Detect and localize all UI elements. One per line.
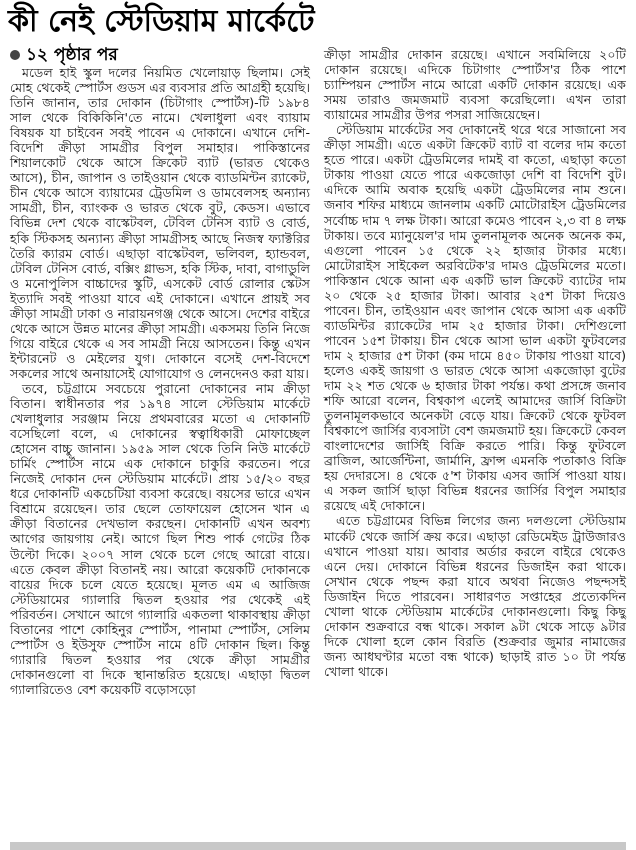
paragraph: তবে, চট্টগ্রামে সবচেয়ে পুরানো দোকানের নাম ক্রীড়া বিতান। স্বাধীনতার পর ১৯৭৪ সালে স্টেডিয়াম মার্কেটে খেলাধুলার সরঞ্জাম নিয়ে প্রথমবারের মতো এ দোকানটি বসেছিলো বলে, এ দোকানের স্বত্বাধিকারী মোফাচ্ছেল হোসেন বাচ্চু জানান। ১৯৫৯ সাল থেকে তিনি নিউ মার্কেটে চার্মিং স্পোর্টস নামে এক দোকানে চাকুরি করতেন। পরে নিজেই দোকান দেন স্টেডিয়াম মার্কেটে। প্রায় ১৫/২০ বছর ধরে দোকানটি একচেটিয়া ব্যবসা করেছে। বয়সের ভারে এখন বিশ্রামে রয়েছেন। তার ছেলে তোফায়েল হোসেন খান এ ক্রীড়া বিতানের দেখভাল করছেন। দোকানটি এখন অবশ্য আগের জায়গায় নেই। আগে ছিল শিশু পার্ক গেটের ঠিক উল্টো দিকে। ২০০৭ সাল থেকে চলে গেছে আরো বায়ে। এতে কেবল ক্রীড়া বিতানই নয়। আরো কয়েকটি দোকানকে বায়ের দিকে চলে যেতে হয়েছে। মূলত এম এ আজিজ স্টেডিয়ামের গ্যালারি দ্বিতল হওয়ার পর থেকেই এই পরিবর্তন। সেখানে আগে গ্যালারি একতলা থাকাবস্থায় ক্রীড়া বিতানের পাশে কোহিনুর স্পোর্টস, পানামা স্পোর্টস, সেলিম স্পোর্টস ও ইউসুফ স্পোর্টস নামে ৪টি দোকান ছিল। কিন্তু গ্যারারি দ্বিতল হওয়ার পর থেকে ক্রীড়া সামগ্রীর দোকানগুলো বা দিকে স্থানান্তরিত হয়েছে। এছাড়া দ্বিতল গ্যালারিতেও বেশ কয়েকটি বড়োসড়ো [10,380,310,697]
paragraph: ক্রীড়া সামগ্রীর দোকান রয়েছে। এখানে সবমিলিয়ে ২০টি দোকান রয়েছে। এদিকে চিটাগাং স্পোর্টস'র ঠিক পাশে চ্যাম্পিয়ন স্পোর্টস নামে আরো একটি দোকান রয়েছে। এক সময় তারাও জমজমাট ব্যবসা করেছিলো। এখন তারা ব্যায়ামের সামগ্রীর উপর পসরা সাজিয়েছেন। [324,47,626,123]
bottom-divider-bar [10,842,626,850]
continued-from-text: ১২ পৃষ্ঠার পর [26,45,118,65]
paragraph: এতে চট্টগ্রামের বিভিন্ন লিগের জন্য দলগুলো স্টেডিয়াম মার্কেট থেকে জার্সি ক্রয় করে। এছাড়া রেডিমেইড ট্রাউজারও এখানে পাওয়া যায়। আবার অর্ডার করলে বাইরে থেকেও এনে দেয়। দোকানে বিভিন্ন ধরনের ডিজাইন করা থাকে। সেখান থেকে পছন্দ করা যাবে অথবা নিজেও পছন্দসই ডিজাইন দিতে পারবেন। সাধারণত সপ্তাহের প্রত্যেকদিন খোলা থাকে স্টেডিয়াম মার্কেটের দোকানগুলো। কিছু কিছু দোকান শুক্রবারে বন্ধ থাকে। সকাল ৯টা থেকে সাড়ে ৯টার দিকে খোলা হলে কোন বিরতি (শুক্রবার জুমার নামাজের জন্য আধঘণ্টার মতো বন্ধ থাকে) ছাড়াই রাত ১০ টা পর্যন্ত খোলা থাকে। [324,513,626,679]
left-column [10,46,310,697]
bullet-icon [10,50,20,60]
continued-from-label [10,46,310,64]
paragraph: মডেল হাই স্কুল দলের নিয়মিত খেলোয়াড় ছিলাম। সেই মোহ থেকেই স্পোর্টস গুডস এর ব্যবসার প্রতি আগ্রহী হয়েছি। তিনি জানান, তার দোকান (চিটাগাং স্পোর্টস)-টি ১৯৮৪ সাল থেকে বিকিকিনি'তে নামে। খেলাধুলা এবং ব্যায়াম বিষয়ক যা চাইবেন সবই পাবেন এ দোকানে। এখানে দেশি-বিদেশি ক্রীড়া সামগ্রীর বিপুল সমাহার। পাকিস্তানের শিয়ালকোট থেকে আসে ক্রিকেট ব্যাট (ভারত থেকেও আসে), চীন, জাপান ও তাইওয়ান থেকে ব্যাডমিন্টন র‍্যাকেট, চীন থেকে আসে ব্যায়ামের ট্রেডমিল ও ডামবেলসহ অন্যান্য সামগ্রী, চীন, ব্যাংকক ও ভারত থেকে বুট, কেডস। এভাবে বিভিন্ন দেশ থেকে বাস্কেটবল, টেবিল টেনিস ব্যাট ও বোর্ড, হকি স্টিকসহ অন্যান্য ক্রীড়া সামগ্রীসহ আছে নিজস্ব ফ্যাক্টরির তৈরি ক্যারম বোর্ড। এছাড়া বাস্কেটবল, ভলিবল, হ্যান্ডবল, টেবিল টেনিস বোর্ড, বক্সিং গ্লাভস, হকি স্টিক, দাবা, বাগাডুলি ও মনোপুলিস বাচ্চাদের স্কুটি, এসকেট বোর্ড রোলার স্কেটস ইত্যাদি সবই পাওয়া যাবে এই দোকানে। এখানে প্রায়ই সব ক্রীড়া সামগ্রী ঢাকা ও নারায়নগঞ্জ থেকে আসে। দেশের বাইরে থেকে আসে উন্নত মানের ক্রীড়া সামগ্রী। একসময় তিনি নিজে গিয়ে বাইরে থেকে এ সব সামগ্রী নিয়ে আসতেন। কিন্তু এখন ইন্টারনেট ও মেইলের যুগ। দোকানে বসেই দেশ-বিদেশে সকলের সাথে অনায়াসেই যোগাযোগ ও লেনদেনও করা যায়। [10,65,310,381]
paragraph: স্টেডিয়াম মার্কেটের সব দোকানেই থরে থরে সাজানো সব ক্রীড়া সামগ্রী। এতে একটা ক্রিকেট ব্যাট বা বলের দাম কতো হতে পারে। একটা ট্রেডমিলের দামই বা কতো, এছাড়া কতো টাকায় পাওয়া যেতে পারে একজোড়া দেশি বা বিদেশি বুট। এদিকে আমি অবাক হয়েছি একটা ট্রেডমিলের নাম শুনে। জনাব শফির মাধ্যমে জানলাম একটি মোটোরাইস ট্রেডমিলের সর্বোচ্চ দাম ৭ লক্ষ টাকা। আরো কমেও পাবেন ২,৩ বা ৪ লক্ষ টাকায়। তবে ম্যানুয়েল'র দাম তুলনামূলক অনেক অনেক কম, এগুলো পাবেন ১৫ থেকে ২২ হাজার টাকার মধ্যে। মোটোরাইস সাইকেল অরবিটেক'র দামও ট্রেডমিলের মতো। পাকিস্তান থেকে আনা এক একটি ভাল ক্রিকেট ব্যাটের দাম ২০ থেকে ২৫ হাজার টাকা। আবার ২৫শ টাকা দিয়েও পাবেন। চীন, তাইওয়ান এবং জাপান থেকে আসা এক একটি ব্যাডমিন্টর র‍্যাকেটের দাম ২৫ হাজার টাকা। দেশিগুলো পাবেন ১৫শ টাকায়। চীন থেকে আসা ভাল একটা ফুটবলের দাম ২ হাজার ৫শ টাকা (কম দামে ৪৫০ টাকায় পাওয়া যাবে) হলেও একই জায়গা ও ভারত থেকে আসা একজোড়া বুটের দাম ২২ শত থেকে ৬ হাজার টাকা পর্যন্ত। কথা প্রসঙ্গে জনাব শফি আরো বলেন, বিশ্বকাপ এলেই আমাদের জার্সি বিক্রিটা তুলনামূলকভাবে অনেকটা বেড়ে যায়। ক্রিকেট থেকে ফুটবল বিশ্বকাপে জার্সির ব্যবসাটা বেশ জমজমাট হয়। ক্রিকেটে কেবল বাংলাদেশের জার্সিই বিক্রি করতে পারি। কিন্তু ফুটবলে ব্রাজিল, আর্জেন্টিনা, জার্মানি, ফ্রান্স এমনকি পতাকাও বিক্রি হয় দেদারসে। ৪ থেকে ৫'শ টাকায় এসব জার্সি পাওয়া যায়। এ সকল জার্সি ছাড়া বিভিন্ন ধরনের জার্সির বিপুল সমাহার রয়েছে এই দোকানে। [324,122,626,514]
right-column [324,47,626,679]
article-headline: কী নেই স্টেডিয়াম মার্কেটে [8,4,315,39]
